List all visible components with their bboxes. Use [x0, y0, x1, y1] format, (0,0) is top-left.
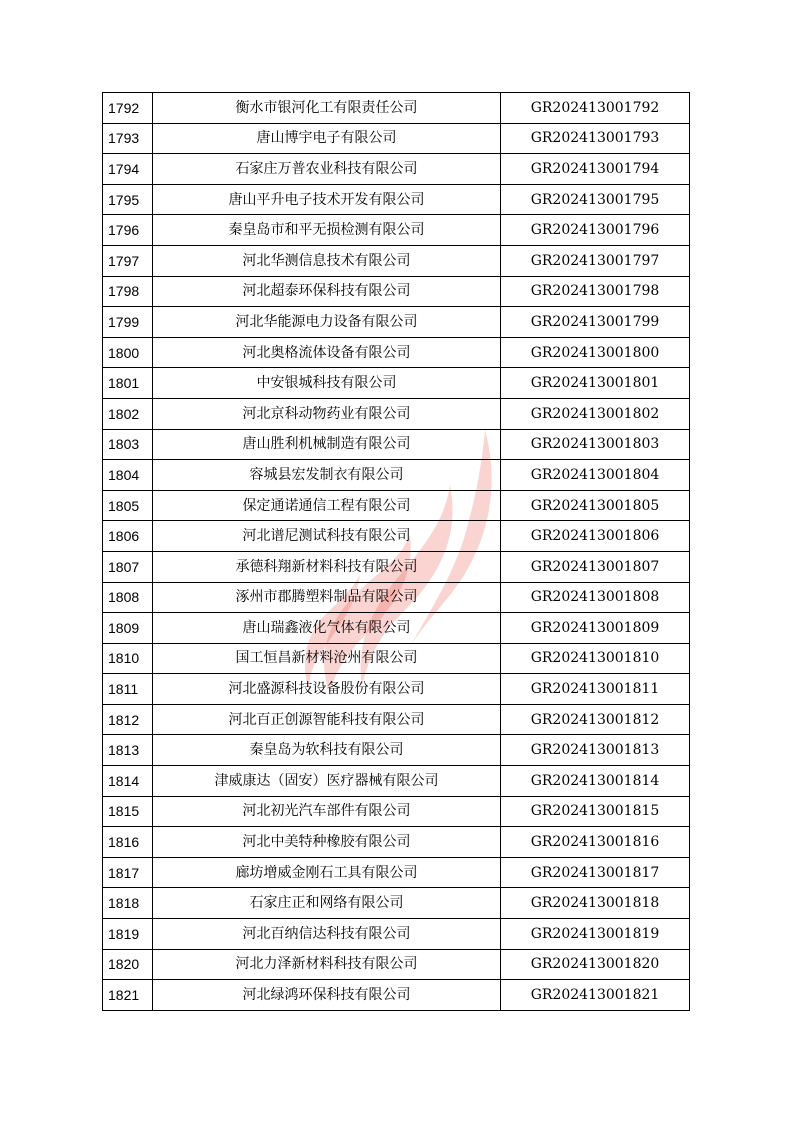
row-number: 1809: [103, 613, 153, 644]
company-name: 秦皇岛为软科技有限公司: [153, 735, 501, 766]
table-row: [103, 674, 690, 705]
company-name: 石家庄万普农业科技有限公司: [153, 154, 501, 185]
certificate-number: GR202413001799: [501, 307, 690, 338]
certificate-number: GR202413001798: [501, 276, 690, 307]
table-row: [103, 368, 690, 399]
certificate-number: GR202413001810: [501, 643, 690, 674]
row-number: 1815: [103, 796, 153, 827]
row-number: 1808: [103, 582, 153, 613]
company-name: 涿州市郡腾塑料制品有限公司: [153, 582, 501, 613]
table-row: [103, 123, 690, 154]
table-row: [103, 460, 690, 491]
table-row: [103, 154, 690, 185]
row-number: 1793: [103, 123, 153, 154]
certificate-number: GR202413001815: [501, 796, 690, 827]
certificate-number: GR202413001794: [501, 154, 690, 185]
company-name: 承德科翔新材料科技有限公司: [153, 551, 501, 582]
table-row: [103, 827, 690, 858]
table-row: [103, 949, 690, 980]
certificate-number: GR202413001793: [501, 123, 690, 154]
row-number: 1814: [103, 766, 153, 797]
row-number: 1797: [103, 245, 153, 276]
row-number: 1813: [103, 735, 153, 766]
company-list-table: [102, 92, 690, 1011]
row-number: 1799: [103, 307, 153, 338]
company-name: 津威康达（固安）医疗器械有限公司: [153, 766, 501, 797]
row-number: 1803: [103, 429, 153, 460]
company-name: 河北奥格流体设备有限公司: [153, 337, 501, 368]
table-row: [103, 429, 690, 460]
row-number: 1816: [103, 827, 153, 858]
table-row: [103, 796, 690, 827]
certificate-number: GR202413001803: [501, 429, 690, 460]
table-row: [103, 857, 690, 888]
certificate-number: GR202413001812: [501, 704, 690, 735]
table-row: [103, 704, 690, 735]
company-name: 保定通诺通信工程有限公司: [153, 490, 501, 521]
company-name: 河北盛源科技设备股份有限公司: [153, 674, 501, 705]
certificate-number: GR202413001821: [501, 980, 690, 1011]
row-number: 1800: [103, 337, 153, 368]
company-name: 河北力泽新材料科技有限公司: [153, 949, 501, 980]
row-number: 1812: [103, 704, 153, 735]
row-number: 1806: [103, 521, 153, 552]
company-name: 唐山瑞鑫液化气体有限公司: [153, 613, 501, 644]
company-name: 河北谱尼测试科技有限公司: [153, 521, 501, 552]
company-name: 衡水市银河化工有限责任公司: [153, 93, 501, 124]
table-row: [103, 613, 690, 644]
certificate-number: GR202413001796: [501, 215, 690, 246]
table-row: [103, 735, 690, 766]
table-row: [103, 337, 690, 368]
row-number: 1801: [103, 368, 153, 399]
row-number: 1794: [103, 154, 153, 185]
company-name: 唐山博宇电子有限公司: [153, 123, 501, 154]
certificate-number: GR202413001805: [501, 490, 690, 521]
company-name: 河北百纳信达科技有限公司: [153, 919, 501, 950]
row-number: 1811: [103, 674, 153, 705]
company-name: 河北绿鸿环保科技有限公司: [153, 980, 501, 1011]
certificate-number: GR202413001809: [501, 613, 690, 644]
certificate-number: GR202413001811: [501, 674, 690, 705]
company-name: 国工恒昌新材料沧州有限公司: [153, 643, 501, 674]
table-row: [103, 888, 690, 919]
certificate-number: GR202413001807: [501, 551, 690, 582]
row-number: 1807: [103, 551, 153, 582]
table-row: [103, 919, 690, 950]
row-number: 1820: [103, 949, 153, 980]
company-name: 中安银城科技有限公司: [153, 368, 501, 399]
row-number: 1802: [103, 398, 153, 429]
table-row: [103, 582, 690, 613]
table-body: [103, 93, 690, 1011]
company-name: 河北中美特种橡胶有限公司: [153, 827, 501, 858]
row-number: 1810: [103, 643, 153, 674]
company-name: 河北华测信息技术有限公司: [153, 245, 501, 276]
certificate-number: GR202413001820: [501, 949, 690, 980]
certificate-number: GR202413001795: [501, 184, 690, 215]
company-name: 河北华能源电力设备有限公司: [153, 307, 501, 338]
table-row: [103, 521, 690, 552]
certificate-number: GR202413001802: [501, 398, 690, 429]
table-row: [103, 490, 690, 521]
table-row: [103, 215, 690, 246]
table-row: [103, 276, 690, 307]
row-number: 1804: [103, 460, 153, 491]
certificate-number: GR202413001813: [501, 735, 690, 766]
table-row: [103, 766, 690, 797]
row-number: 1819: [103, 919, 153, 950]
company-name: 河北超泰环保科技有限公司: [153, 276, 501, 307]
certificate-number: GR202413001818: [501, 888, 690, 919]
certificate-number: GR202413001804: [501, 460, 690, 491]
company-name: 容城县宏发制衣有限公司: [153, 460, 501, 491]
row-number: 1792: [103, 93, 153, 124]
certificate-number: GR202413001800: [501, 337, 690, 368]
company-name: 唐山胜利机械制造有限公司: [153, 429, 501, 460]
company-name: 河北初光汽车部件有限公司: [153, 796, 501, 827]
company-name: 河北百正创源智能科技有限公司: [153, 704, 501, 735]
certificate-number: GR202413001816: [501, 827, 690, 858]
table-row: [103, 980, 690, 1011]
company-name: 河北京科动物药业有限公司: [153, 398, 501, 429]
certificate-number: GR202413001806: [501, 521, 690, 552]
certificate-number: GR202413001792: [501, 93, 690, 124]
certificate-number: GR202413001808: [501, 582, 690, 613]
table-row: [103, 93, 690, 124]
row-number: 1798: [103, 276, 153, 307]
row-number: 1805: [103, 490, 153, 521]
row-number: 1817: [103, 857, 153, 888]
table-row: [103, 551, 690, 582]
row-number: 1818: [103, 888, 153, 919]
certificate-number: GR202413001817: [501, 857, 690, 888]
table-row: [103, 643, 690, 674]
table-row: [103, 307, 690, 338]
company-name: 秦皇岛市和平无损检测有限公司: [153, 215, 501, 246]
table-row: [103, 398, 690, 429]
company-name: 唐山平升电子技术开发有限公司: [153, 184, 501, 215]
table-row: [103, 184, 690, 215]
row-number: 1821: [103, 980, 153, 1011]
certificate-number: GR202413001801: [501, 368, 690, 399]
certificate-number: GR202413001814: [501, 766, 690, 797]
row-number: 1795: [103, 184, 153, 215]
company-name: 石家庄正和网络有限公司: [153, 888, 501, 919]
company-name: 廊坊增威金刚石工具有限公司: [153, 857, 501, 888]
certificate-number: GR202413001797: [501, 245, 690, 276]
table-row: [103, 245, 690, 276]
certificate-number: GR202413001819: [501, 919, 690, 950]
row-number: 1796: [103, 215, 153, 246]
